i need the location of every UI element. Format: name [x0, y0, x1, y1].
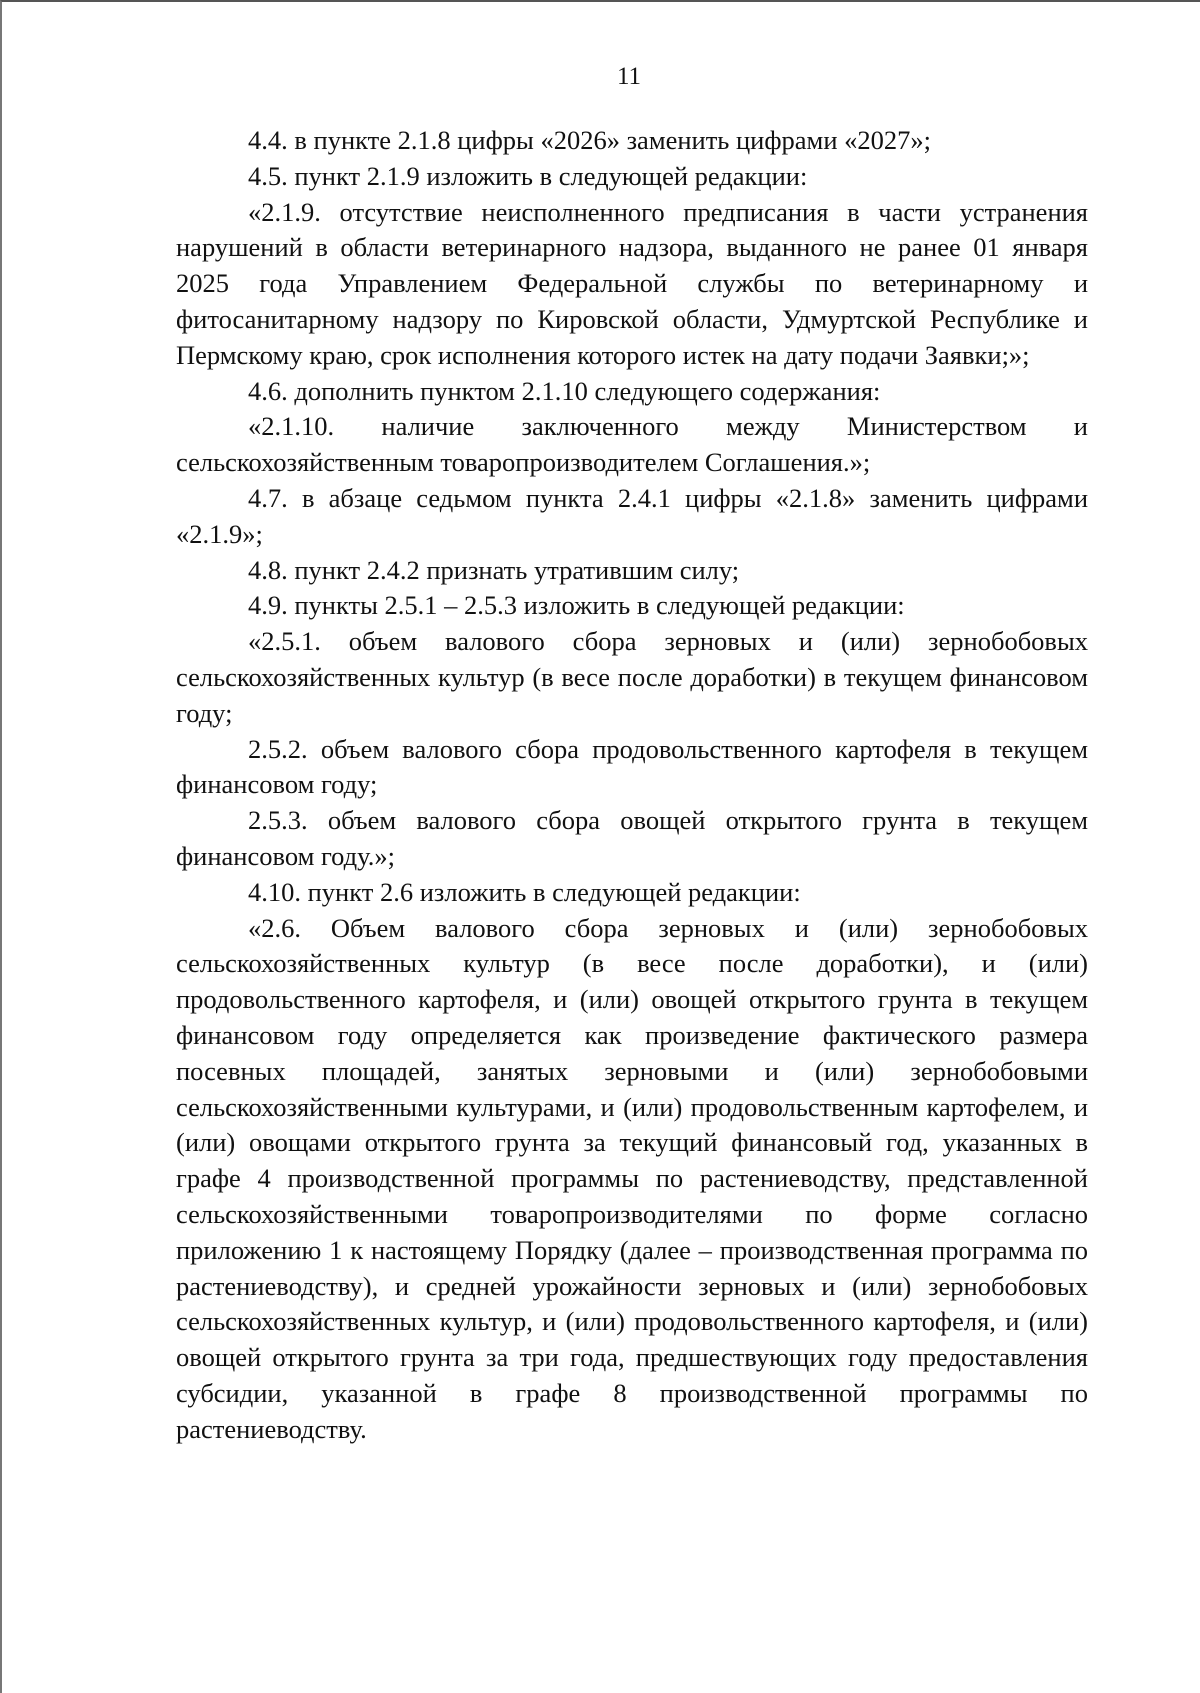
- paragraph-2-6: «2.6. Объем валового сбора зерновых и (или) зернобобовых сельскохозяйственных культур (в весе после доработки), и (или) продовольственного картофеля, и (или) овощей открытого грунта в текущем финансовом году определяется как произведение фактического размера посевных площадей, занятых зерновыми и (или) зернобобовыми сельскохозяйственными культурами, и (или) продовольственным картофелем, и (или) овощами открытого грунта за текущий финансовый год, указанных в графе 4 производственной программы по растениеводству, представленной сельскохозяйственными товаропроизводителями по форме согласно приложению 1 к настоящему Порядку (далее – производственная программа по растениеводству), и средней урожайности зерновых и (или) зернобобовых сельскохозяйственных культур, и (или) продовольственного картофеля, и (или) овощей открытого грунта за три года, предшествующих году предоставления субсидии, указанной в графе 8 производственной программы по растениеводству.: [176, 912, 1088, 1444]
- paragraph-2-1-9: «2.1.9. отсутствие неисполненного предписания в части устранения нарушений в области ветеринарного надзора, выданного не ранее 01 января 2025 года Управлением Федеральной службы по ветеринарному и фитосанитарному надзору по Кировской области, Удмуртской Республике и Пермскому краю, срок исполнения которого истек на дату подачи Заявки;»;: [176, 196, 1088, 370]
- paragraph-4-8: 4.8. пункт 2.4.2 признать утратившим силу;: [248, 554, 740, 585]
- paragraph-2-1-10: «2.1.10. наличие заключенного между Министерством и сельскохозяйственным товаропроизводителем Соглашения.»;: [176, 411, 1088, 478]
- paragraph-4-9: 4.9. пункты 2.5.1 – 2.5.3 изложить в следующей редакции:: [248, 590, 905, 621]
- paragraph-4-10: 4.10. пункт 2.6 изложить в следующей редакции:: [248, 876, 801, 907]
- paragraph-2-5-2: 2.5.2. объем валового сбора продовольственного картофеля в текущем финансовом году;: [176, 733, 1088, 800]
- page-number: 11: [616, 63, 642, 90]
- paragraph-4-6: 4.6. дополнить пунктом 2.1.10 следующего содержания:: [248, 375, 881, 406]
- document-body: [176, 123, 1088, 1447]
- paragraph-2-5-1: «2.5.1. объем валового сбора зерновых и (или) зернобобовых сельскохозяйственных культур (в весе после доработки) в текущем финансовом году;: [176, 626, 1088, 728]
- paragraph-4-4: 4.4. в пункте 2.1.8 цифры «2026» заменить цифрами «2027»;: [248, 125, 931, 155]
- paragraph-4-5: 4.5. пункт 2.1.9 изложить в следующей редакции:: [248, 160, 808, 191]
- paragraph-2-5-3: 2.5.3. объем валового сбора овощей открытого грунта в текущем финансовом году.»;: [176, 805, 1088, 871]
- paragraph-4-7: 4.7. в абзаце седьмом пункта 2.4.1 цифры «2.1.8» заменить цифрами «2.1.9»;: [176, 482, 1088, 549]
